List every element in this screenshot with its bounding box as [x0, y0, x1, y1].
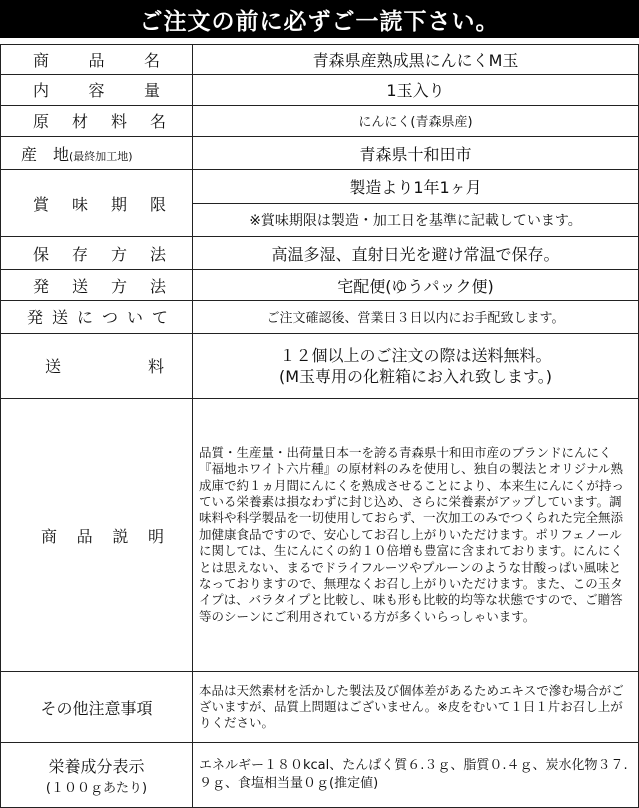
value-product-name: 青森県産熟成黒にんにくM玉	[193, 45, 639, 75]
notice-banner: ご注文の前に必ずご一読下さい。	[0, 0, 639, 38]
value-description: 品質・生産量・出荷量日本一を誇る青森県十和田市産のブランドにんにく『福地ホワイト六片種』の原材料のみを使用し、独自の製法とオリジナル熟成庫で約１ヵ月間にんにくを熟成させることにより、本来生にんにくが持っている栄養素は損なわずに封じ込め、さらに栄養素がアップしています。調味料や科学製品を一切使用しておらず、一次加工のみでつくられた完全無添加健康食品ですので、安心してお召し上がりいただけます。ポリフェノールに関しては、生にんにくの約１０倍増も豊富に含まれております。にんにくとは思えない、まるでドライフルーツやプルーンのような甘酸っぱい風味となっておりますので、無理なくお召し上がりいただけます。また、この玉タイプは、バラタイプと比較し、味も形も比較的均等な状態ですので、ご贈答等のシーンにご利用されている方が多くいらっしゃいます。	[193, 398, 639, 671]
label-char: て	[151, 308, 168, 328]
row-nutrition	[1, 743, 639, 808]
value-contents: 1玉入り	[193, 75, 639, 105]
label-char: つ	[101, 308, 118, 328]
label-char: 賞	[33, 194, 50, 214]
label-char: 方	[110, 276, 127, 296]
row-ingredients	[1, 105, 639, 136]
label-char: 限	[149, 194, 166, 214]
label-char: 原	[33, 112, 50, 132]
row-shelf-life	[1, 170, 639, 203]
label-char: 存	[71, 244, 88, 264]
label-char: 保	[33, 244, 50, 264]
row-contents	[1, 75, 639, 105]
row-shipping-method	[1, 270, 639, 300]
row-about-shipping	[1, 300, 639, 333]
row-other-notes	[1, 672, 639, 743]
value-shelf-life-note: ※賞味期限は製造・加工日を基準に記載しています。	[193, 203, 639, 236]
row-product-name	[1, 45, 639, 75]
label-char: 商	[33, 51, 50, 71]
label-description	[1, 398, 193, 671]
value-shipping-method: 宅配便(ゆうパック便)	[193, 270, 639, 300]
label-nutrition-main: 栄養成分表示	[48, 757, 145, 777]
value-nutrition: エネルギー１８０kcal、たんぱく質６.３ｇ、脂質０.４ｇ、炭水化物３７.９ｇ、食塩相当量０ｇ(推定値)	[193, 743, 639, 808]
value-ingredients: にんにく(青森県産)	[193, 105, 639, 136]
shipping-fee-line1: １２個以上のご注文の際は送料無料。	[279, 345, 552, 365]
label-char: 送	[71, 276, 88, 296]
label-char: い	[126, 308, 143, 328]
row-storage	[1, 237, 639, 270]
label-shelf-life	[1, 170, 193, 237]
row-shipping-fee	[1, 334, 639, 399]
label-char: 説	[112, 526, 129, 546]
label-char: 名	[143, 51, 160, 71]
label-char: 商	[41, 526, 58, 546]
label-char: 名	[149, 112, 166, 132]
value-about-shipping: ご注文確認後、営業日３日以内にお手配致します。	[193, 300, 639, 333]
label-char: 期	[110, 194, 127, 214]
value-shelf-life: 製造より1年1ヶ月	[193, 170, 639, 203]
label-char: 味	[71, 194, 88, 214]
shipping-fee-line2: (M玉専用の化粧箱にお入れ致します。)	[278, 366, 552, 386]
label-char: に	[76, 308, 93, 328]
label-char: 量	[143, 81, 160, 101]
label-origin-small: (最終加工地)	[69, 149, 133, 163]
label-char: 方	[110, 244, 127, 264]
label-char: 材	[71, 112, 88, 132]
label-storage	[1, 237, 193, 270]
row-description	[1, 398, 639, 671]
label-char: 発	[27, 308, 44, 328]
label-shipping-fee	[1, 334, 193, 399]
row-origin	[1, 136, 639, 169]
label-shipping-method	[1, 270, 193, 300]
label-char: 容	[88, 81, 105, 101]
label-char: 品	[76, 526, 93, 546]
label-contents	[1, 75, 193, 105]
product-spec-table	[0, 44, 639, 808]
label-ingredients	[1, 105, 193, 136]
value-shipping-fee	[193, 334, 639, 399]
label-origin	[1, 136, 193, 169]
label-product-name	[1, 45, 193, 75]
label-char: 発	[33, 276, 50, 296]
label-char: 法	[149, 276, 166, 296]
label-origin-main: 産 地	[21, 144, 70, 164]
label-about-shipping	[1, 300, 193, 333]
label-other-notes: その他注意事項	[1, 672, 193, 743]
value-other-notes: 本品は天然素材を活かした製法及び個体差があるためエキスで滲む場合がございますが、品質上問題はございません。※皮をむいて１日１片お召し上がりください。	[193, 672, 639, 743]
value-origin: 青森県十和田市	[193, 136, 639, 169]
label-char: 料	[147, 357, 164, 377]
label-char: 品	[88, 51, 105, 71]
label-char: 内	[33, 81, 50, 101]
label-char: 料	[110, 112, 127, 132]
label-char: 送	[45, 357, 62, 377]
label-char: 明	[147, 526, 164, 546]
label-nutrition	[1, 743, 193, 808]
label-char: 送	[51, 308, 68, 328]
label-char: 法	[149, 244, 166, 264]
label-nutrition-sub: (１００ｇあたり)	[45, 781, 148, 797]
value-storage: 高温多湿、直射日光を避け常温で保存。	[193, 237, 639, 270]
